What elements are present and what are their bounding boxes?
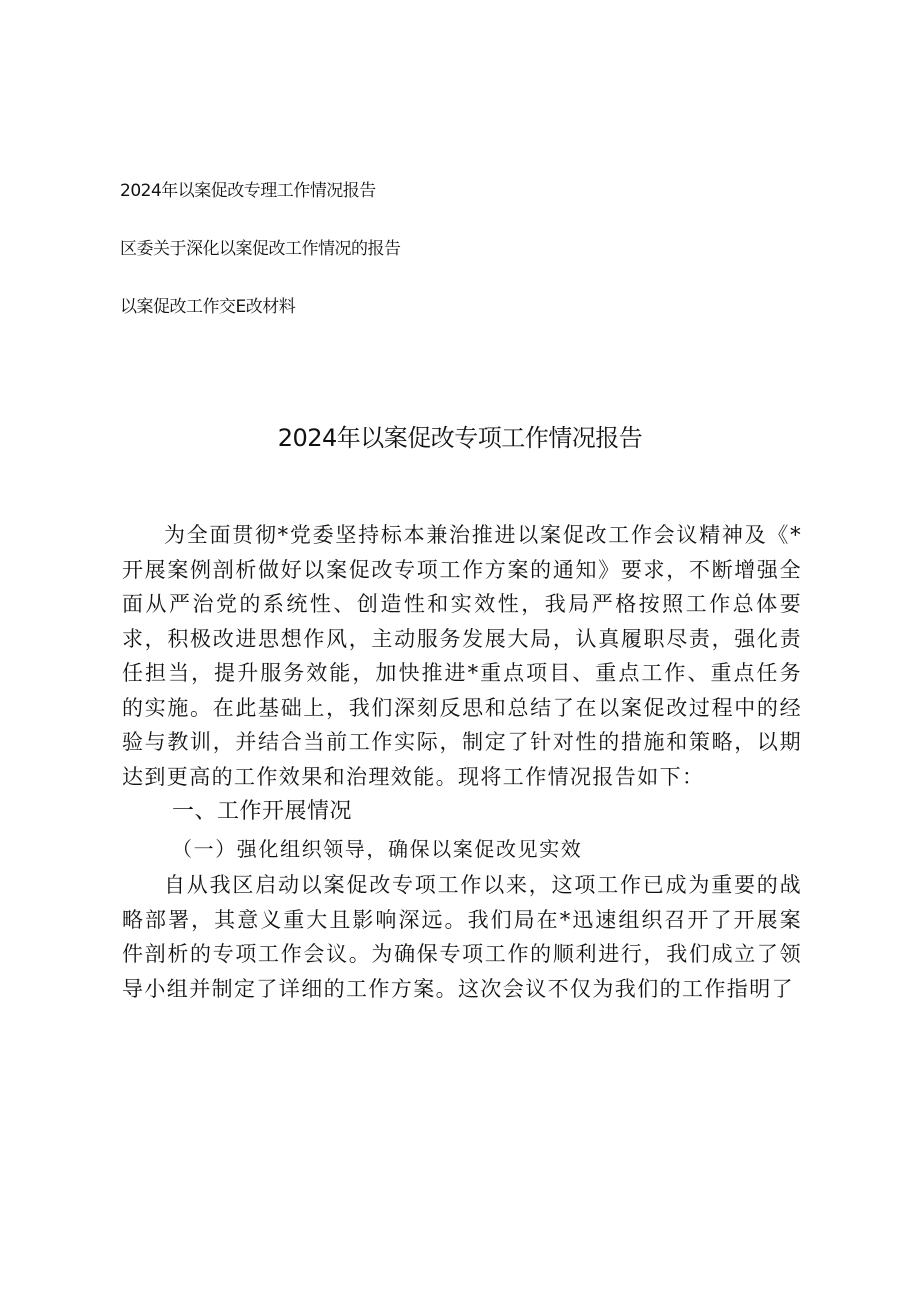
intro-paragraph: 为全面贯彻*党委坚持标本兼治推进以案促改工作会议精神及《*开展案例剖析做好以案促改专项工作方案的通知》要求，不断增强全面从严治党的系统性、创造性和实效性，我局严格按照工作总体要求，积极改进思想作风，主动服务发展大局，认真履职尽责，强化责任担当，提升服务效能，加快推进*重点项目、重点工作、重点任务的实施。在此基础上，我们深刻反思和总结了在以案促改过程中的经验与教训，并结合当前工作实际，制定了针对性的措施和策略，以期达到更高的工作效果和治理效能。现将工作情况报告如下： <box>122 523 802 789</box>
subsection-heading: （一）强化组织领导，确保以案促改见实效 <box>172 837 583 861</box>
body-paragraph: 自从我区启动以案促改专项工作以来，这项工作已成为重要的战略部署，其意义重大且影响深远。我们局在*迅速组织召开了开展案件剖析的专项工作会议。为确保专项工作的顺利进行，我们成立了领导小组并制定了详细的工作方案。这次会议不仅为我们的工作指明了 <box>122 873 802 1001</box>
document-body <box>122 518 802 1006</box>
document-title: 2024年以案促改专项工作情况报告 <box>277 424 643 452</box>
contents-item: 区委关于深化以案促改工作情况的报告 <box>120 239 401 259</box>
contents-item: 以案促改工作交E改材料 <box>120 297 296 317</box>
contents-list <box>120 178 720 320</box>
section-heading: 一、工作开展情况 <box>172 799 353 824</box>
contents-item: 2024年以案促改专理工作情况报告 <box>120 181 376 201</box>
